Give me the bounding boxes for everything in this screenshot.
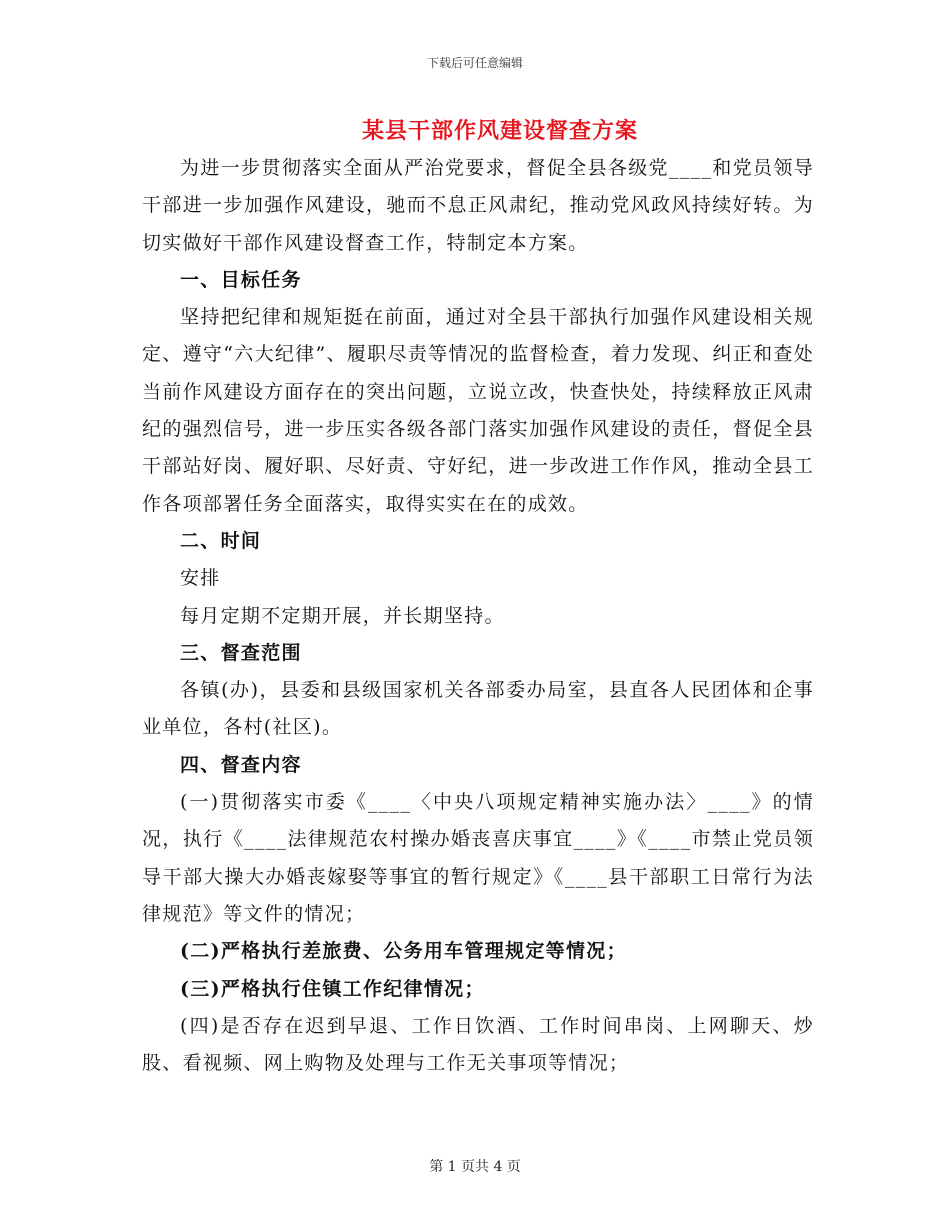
document-body [142,150,814,1082]
intro-paragraph: 为进一步贯彻落实全面从严治党要求，督促全县各级党____和党员领导干部进一步加强作风建设，驰而不息正风肃纪，推动党风政风持续好转。为切实做好干部作风建设督查工作，特制定本方案。 [142,157,814,254]
goals-paragraph: 坚持把纪律和规矩挺在前面，通过对全县干部执行加强作风建设相关规定、遵守“六大纪律”、履职尽责等情况的监督检查，着力发现、纠正和查处当前作风建设方面存在的突出问题，立说立改，快查快处，持续释放正风肃纪的强烈信号，进一步压实各级各部门落实加强作风建设的责任，督促全县干部站好岗、履好职、尽好责、守好纪，进一步改进工作作风，推动全县工作各项部署任务全面落实，取得实实在在的成效。 [142,306,814,515]
document-title: 某县干部作风建设督查方案 [361,118,638,144]
time-paragraph: 每月定期不定期开展，并长期坚持。 [180,604,505,627]
page-footer: 第 1 页共 4 页 [429,1159,521,1175]
content-item-3: (三)严格执行住镇工作纪律情况； [180,977,485,1000]
time-arrangement-label: 安排 [180,567,221,590]
content-item-1: (一)贯彻落实市委《____〈中央八项规定精神实施办法〉____》的情况，执行《____法律规范农村操办婚丧喜庆事宜____》《____市禁止党员领导干部大操大办婚丧嫁娶等事宜的暂行规定》《____县干部职工日常行为法律规范》等文件的情况； [142,791,814,925]
content-item-4: (四)是否存在迟到早退、工作日饮酒、工作时间串岗、上网聊天、炒股、看视频、网上购物及处理与工作无关事项等情况； [142,1014,814,1075]
section-heading-goals: 一、目标任务 [180,268,302,291]
section-heading-time: 二、时间 [180,529,262,552]
section-heading-content: 四、督查内容 [180,753,302,776]
section-heading-scope: 三、督查范围 [180,641,302,664]
page-header: 下载后可任意编辑 [426,56,523,70]
content-item-2: (二)严格执行差旅费、公务用车管理规定等情况； [180,940,627,963]
scope-paragraph: 各镇(办)，县委和县级国家机关各部委办局室，县直各人民团体和企事业单位，各村(社区)。 [142,679,814,739]
